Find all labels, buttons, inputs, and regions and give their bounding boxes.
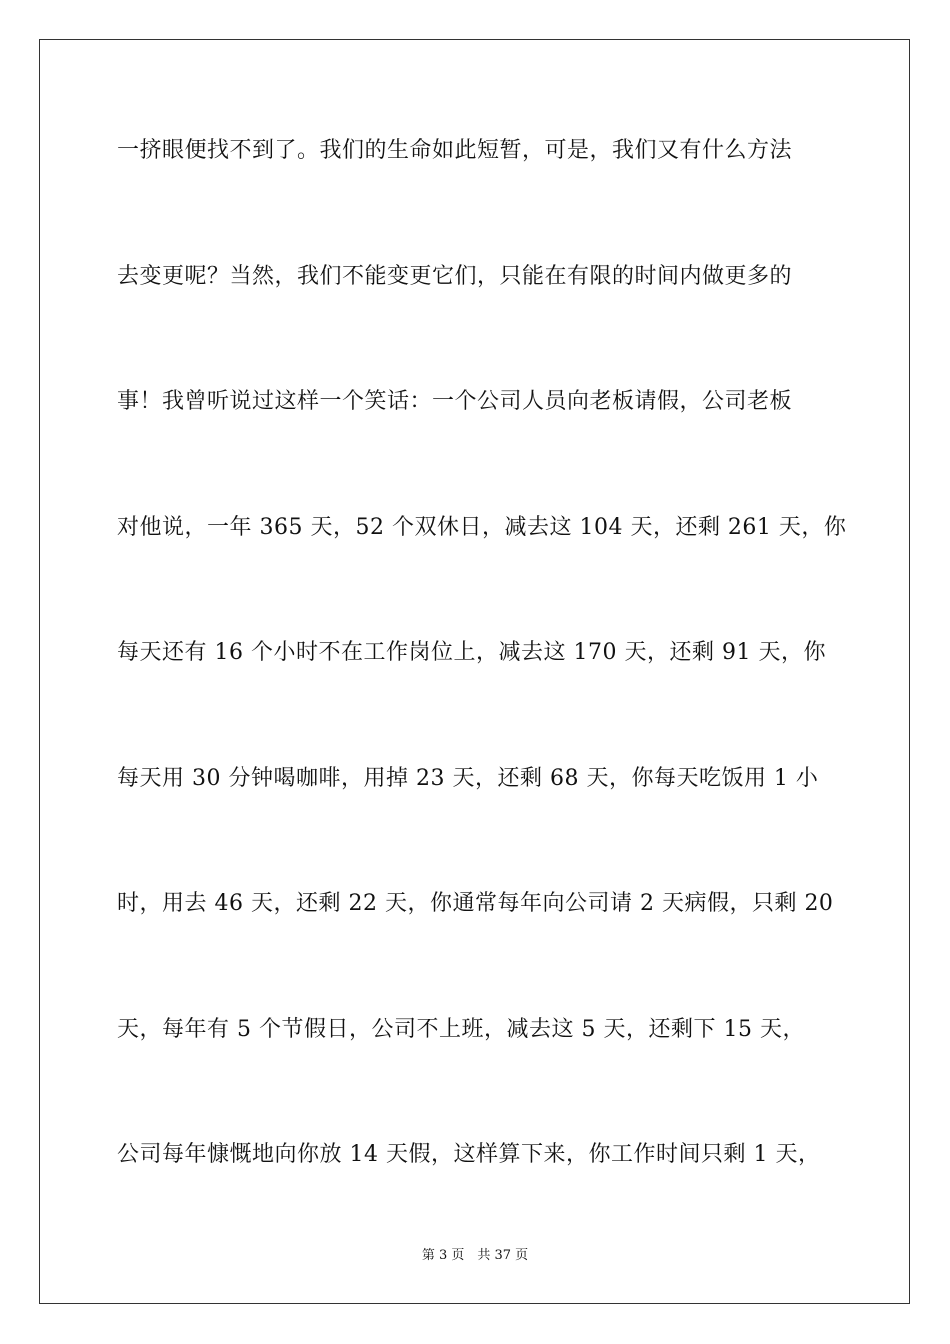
text-line-2: 去变更呢？当然，我们不能变更它们，只能在有限的时间内做更多的 [117, 263, 793, 289]
text-line-4: 对他说，一年 365 天，52 个双休日，减去这 104 天，还剩 261 天，你 [117, 514, 847, 540]
document-body [117, 122, 847, 1252]
text-line-5: 每天还有 16 个小时不在工作岗位上，减去这 170 天，还剩 91 天，你 [117, 640, 826, 665]
text-line-9: 公司每年慷慨地向你放 14 天假，这样算下来，你工作时间只剩 1 天， [117, 1142, 821, 1167]
text-line-8: 天，每年有 5 个节假日，公司不上班，减去这 5 天，还剩下 15 天， [117, 1016, 805, 1042]
page-number-footer: 第 3 页 共 37 页 [421, 1248, 529, 1263]
text-line-6: 每天用 30 分钟喝咖啡，用掉 23 天，还剩 68 天，你每天吃饭用 1 小 [117, 765, 819, 791]
text-line-1: 一挤眼便找不到了。我们的生命如此短暂，可是，我们又有什么方法 [117, 138, 793, 163]
text-line-7: 时，用去 46 天，还剩 22 天，你通常每年向公司请 2 天病假，只剩 20 [117, 891, 834, 916]
text-line-3: 事！我曾听说过这样一个笑话：一个公司人员向老板请假，公司老板 [117, 389, 793, 414]
